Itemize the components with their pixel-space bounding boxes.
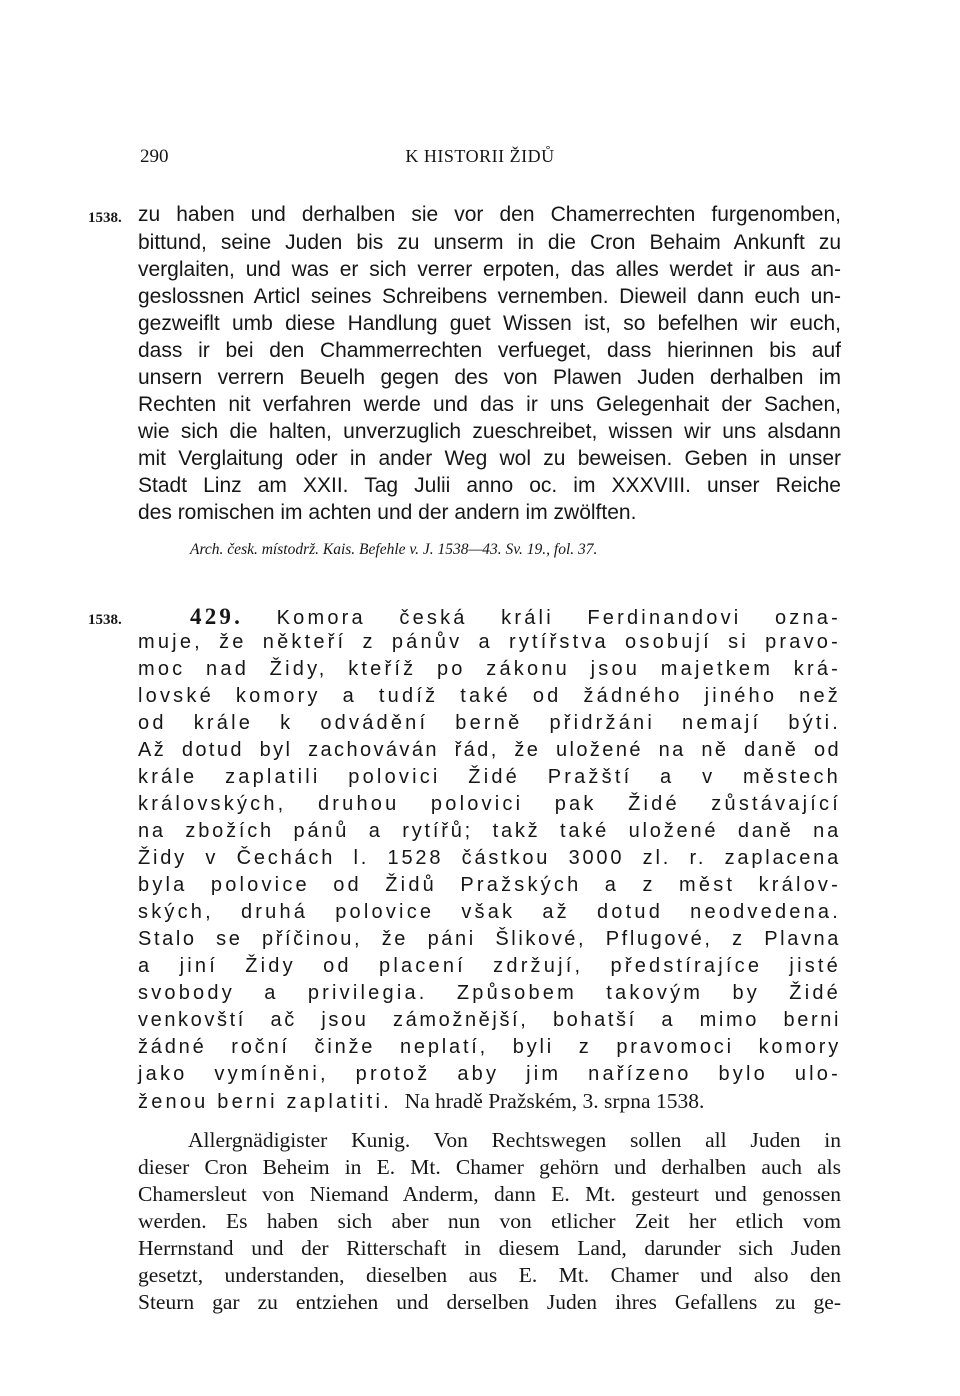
page-number: 290 xyxy=(140,146,169,167)
text-line: Rechten nit verfahren werde und das ir uns Gelegenhait der Sachen, xyxy=(138,393,841,416)
text-line: ských, druhá polovice však až dotud neodvedena. xyxy=(138,901,841,923)
place-date: Na hradě Pražském, 3. srpna 1538. xyxy=(404,1089,705,1113)
text-line: werden. Es haben sich aber nun von etlicher Zeit her etlich vom xyxy=(138,1209,841,1233)
text-line: unsern verrern Beuelh gegen des von Plawen Juden derhalben im xyxy=(138,366,841,389)
text-line: gezweiflt umb diese Handlung guet Wissen ist, so befelhen wir euch, xyxy=(138,312,841,335)
text-line: Von Rechtswegen sollen all Juden in xyxy=(433,1128,841,1152)
text-line: geslossnen Articl seines Schreibens vernemben. Dieweil dann euch un- xyxy=(138,285,841,308)
text-line: od krále k odvádění berně přidržáni nemají býti. xyxy=(138,712,841,734)
text-line: dass ir bei den Chammerrechten verfueget, dass hierinnen bis auf xyxy=(138,339,841,362)
text-line: žádné roční činže neplatí, byli z pravomoci komory xyxy=(138,1036,841,1058)
running-title: K HISTORII ŽIDŮ xyxy=(405,146,555,166)
text-line: venkovští ač jsou zámožnější, bohatší a mimo berni xyxy=(138,1009,841,1031)
text-line: muje, že někteří z pánův a rytířstva osobují si pravo- xyxy=(138,631,841,653)
text-line: gesetzt, understanden, dieselben aus E. Mt. Chamer und also den xyxy=(138,1263,841,1287)
text-line: na zbožích pánů a rytířů; takž také uložené daně na xyxy=(138,820,841,842)
letter-first-line xyxy=(188,1130,841,1152)
text-line: des romischen im achten und der andern im zwölften. xyxy=(138,501,637,524)
text-line: svobody a privilegia. Způsobem takovým by Židé xyxy=(138,982,841,1004)
text-line: verglaiten, und was er sich verrer erpoten, das alles werdet ir aus an- xyxy=(138,258,841,281)
text-line: zu haben und derhalben sie vor den Chamerrechten furgenomben, xyxy=(138,203,841,226)
text-line: bittund, seine Juden bis zu unserm in die Cron Behaim Ankunft zu xyxy=(138,231,841,254)
text-line: lovské komory a tudíž také od žádného jiného než xyxy=(138,685,841,707)
salutation: Allergnädigister Kunig. xyxy=(188,1128,411,1152)
text-line: Až dotud byl zachováván řád, že uložené na ně daně od xyxy=(138,739,841,761)
text-line: Stadt Linz am XXII. Tag Julii anno oc. im XXXVIII. unser Reiche xyxy=(138,474,841,497)
document-number: 429. xyxy=(190,604,244,629)
text-line: Komora česká králi Ferdinandovi ozna- xyxy=(276,607,841,629)
text-line: mit Verglaitung oder in ander Weg wol zu beweisen. Geben in unser xyxy=(138,447,841,470)
source-citation: Arch. česk. místodrž. Kais. Befehle v. J. 1538—43. Sv. 19., fol. 37. xyxy=(190,541,598,558)
text-line: královských, druhou polovici pak Židé zůstávající xyxy=(138,793,841,815)
text-line: Židy v Čechách l. 1528 částkou 3000 zl. r. zaplacena xyxy=(138,847,841,869)
margin-year: 1538. xyxy=(88,210,122,226)
text-line: Steurn gar zu entziehen und derselben Juden ihres Gefallens zu ge- xyxy=(138,1290,841,1314)
text-line: wie sich die halten, unverzuglich zueschreibet, wissen wir uns alsdann xyxy=(138,420,841,443)
text-line: ženou berni zaplatiti. xyxy=(138,1091,392,1113)
text-line: a jiní Židy od placení zdržují, předstírajíce jisté xyxy=(138,955,841,977)
text-line: moc nad Židy, kteříž po zákonu jsou majetkem krá- xyxy=(138,658,841,680)
regest-last-line xyxy=(138,1091,704,1113)
margin-year: 1538. xyxy=(88,612,122,628)
text-line: Herrnstand und der Ritterschaft in diesem Land, darunder sich Juden xyxy=(138,1236,841,1260)
text-line: dieser Cron Beheim in E. Mt. Chamer gehörn und derhalben auch als xyxy=(138,1155,841,1179)
regest-first-line xyxy=(190,605,841,628)
text-line: jako vymíněni, protož aby jim nařízeno bylo ulo- xyxy=(138,1063,841,1085)
text-line: Stalo se příčinou, že páni Šlikové, Pflugové, z Plavna xyxy=(138,928,841,950)
text-line: byla polovice od Židů Pražských a z měst králov- xyxy=(138,874,841,896)
text-line: krále zaplatili polovici Židé Pražští a v městech xyxy=(138,766,841,788)
text-line: Chamersleut von Niemand Anderm, dann E. Mt. gesteurt und genossen xyxy=(138,1182,841,1206)
